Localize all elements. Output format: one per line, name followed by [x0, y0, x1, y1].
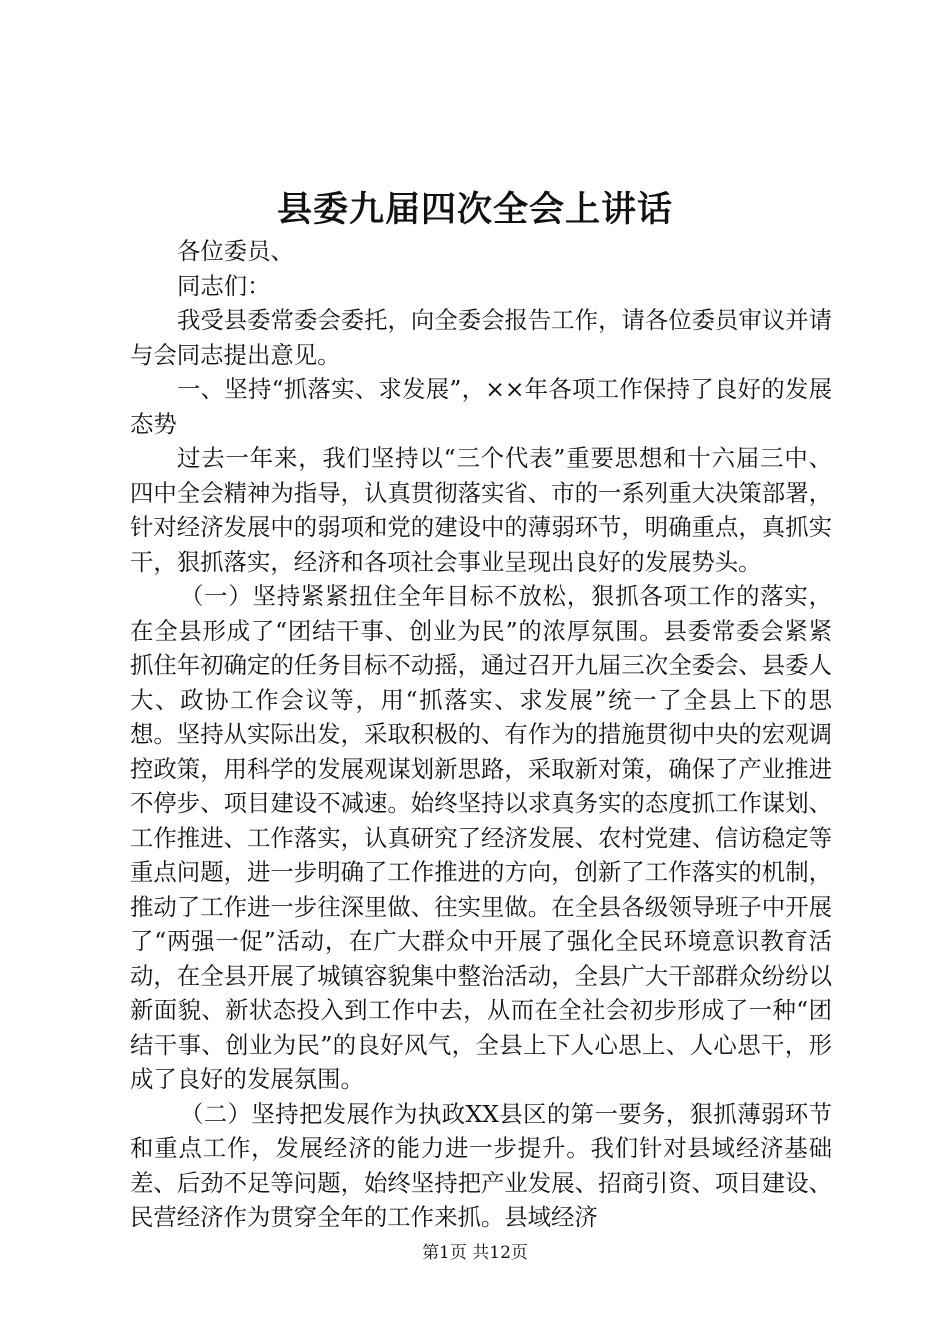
section-heading: 一、坚持“抓落实、求发展”，××年各项工作保持了良好的发展态势	[130, 375, 832, 438]
salutation-line-1: 各位委员、	[177, 237, 294, 265]
page-title: 县委九届四次全会上讲话	[276, 189, 673, 230]
body-paragraph: 过去一年来，我们坚持以“三个代表”重要思想和十六届三中、四中全会精神为指导，认真贯彻落实省、市的一系列重大决策部署，针对经济发展中的弱项和党的建设中的薄弱环节，明确重点，真抓实干，狠抓落实，经济和各项社会事业呈现出良好的发展势头。	[130, 444, 832, 576]
document-body	[130, 234, 832, 1235]
page-footer: 第1页 共12页	[422, 1243, 528, 1263]
salutation-line-2: 同志们：	[177, 271, 271, 300]
body-paragraph: （二）坚持把发展作为执政XX县区的第一要务，狠抓薄弱环节和重点工作，发展经济的能力进一步提升。我们针对县域经济基础差、后劲不足等问题，始终坚持把产业发展、招商引资、项目建设、民营经济作为贯穿全年的工作来抓。县域经济	[130, 1099, 832, 1231]
body-paragraph: （一）坚持紧紧扭住全年目标不放松，狠抓各项工作的落实，在全县形成了“团结干事、创业为民”的浓厚氛围。县委常委会紧紧抓住年初确定的任务目标不动摇，通过召开九届三次全委会、县委人大、政协工作会议等，用“抓落实、求发展”统一了全县上下的思想。坚持从实际出发，采取积极的、有作为的措施贯彻中央的宏观调控政策，用科学的发展观谋划新思路，采取新对策，确保了产业推进不停步、项目建设不减速。始终坚持以求真务实的态度抓工作谋划、工作推进、工作落实，认真研究了经济发展、农村党建、信访稳定等重点问题，进一步明确了工作推进的方向，创新了工作落实的机制，推动了工作进一步往深里做、往实里做。在全县各级领导班子中开展了“两强一促”活动，在广大群众中开展了强化全民环境意识教育活动，在全县开展了城镇容貌集中整治活动，全县广大干部群众纷纷以新面貌、新状态投入到工作中去，从而在全社会初步形成了一种“团结干事、创业为民”的良好风气，全县上下人心思上、人心思干，形成了良好的发展氛围。	[130, 582, 832, 1093]
body-paragraph: 我受县委常委会委托，向全委会报告工作，请各位委员审议并请与会同志提出意见。	[130, 306, 832, 369]
